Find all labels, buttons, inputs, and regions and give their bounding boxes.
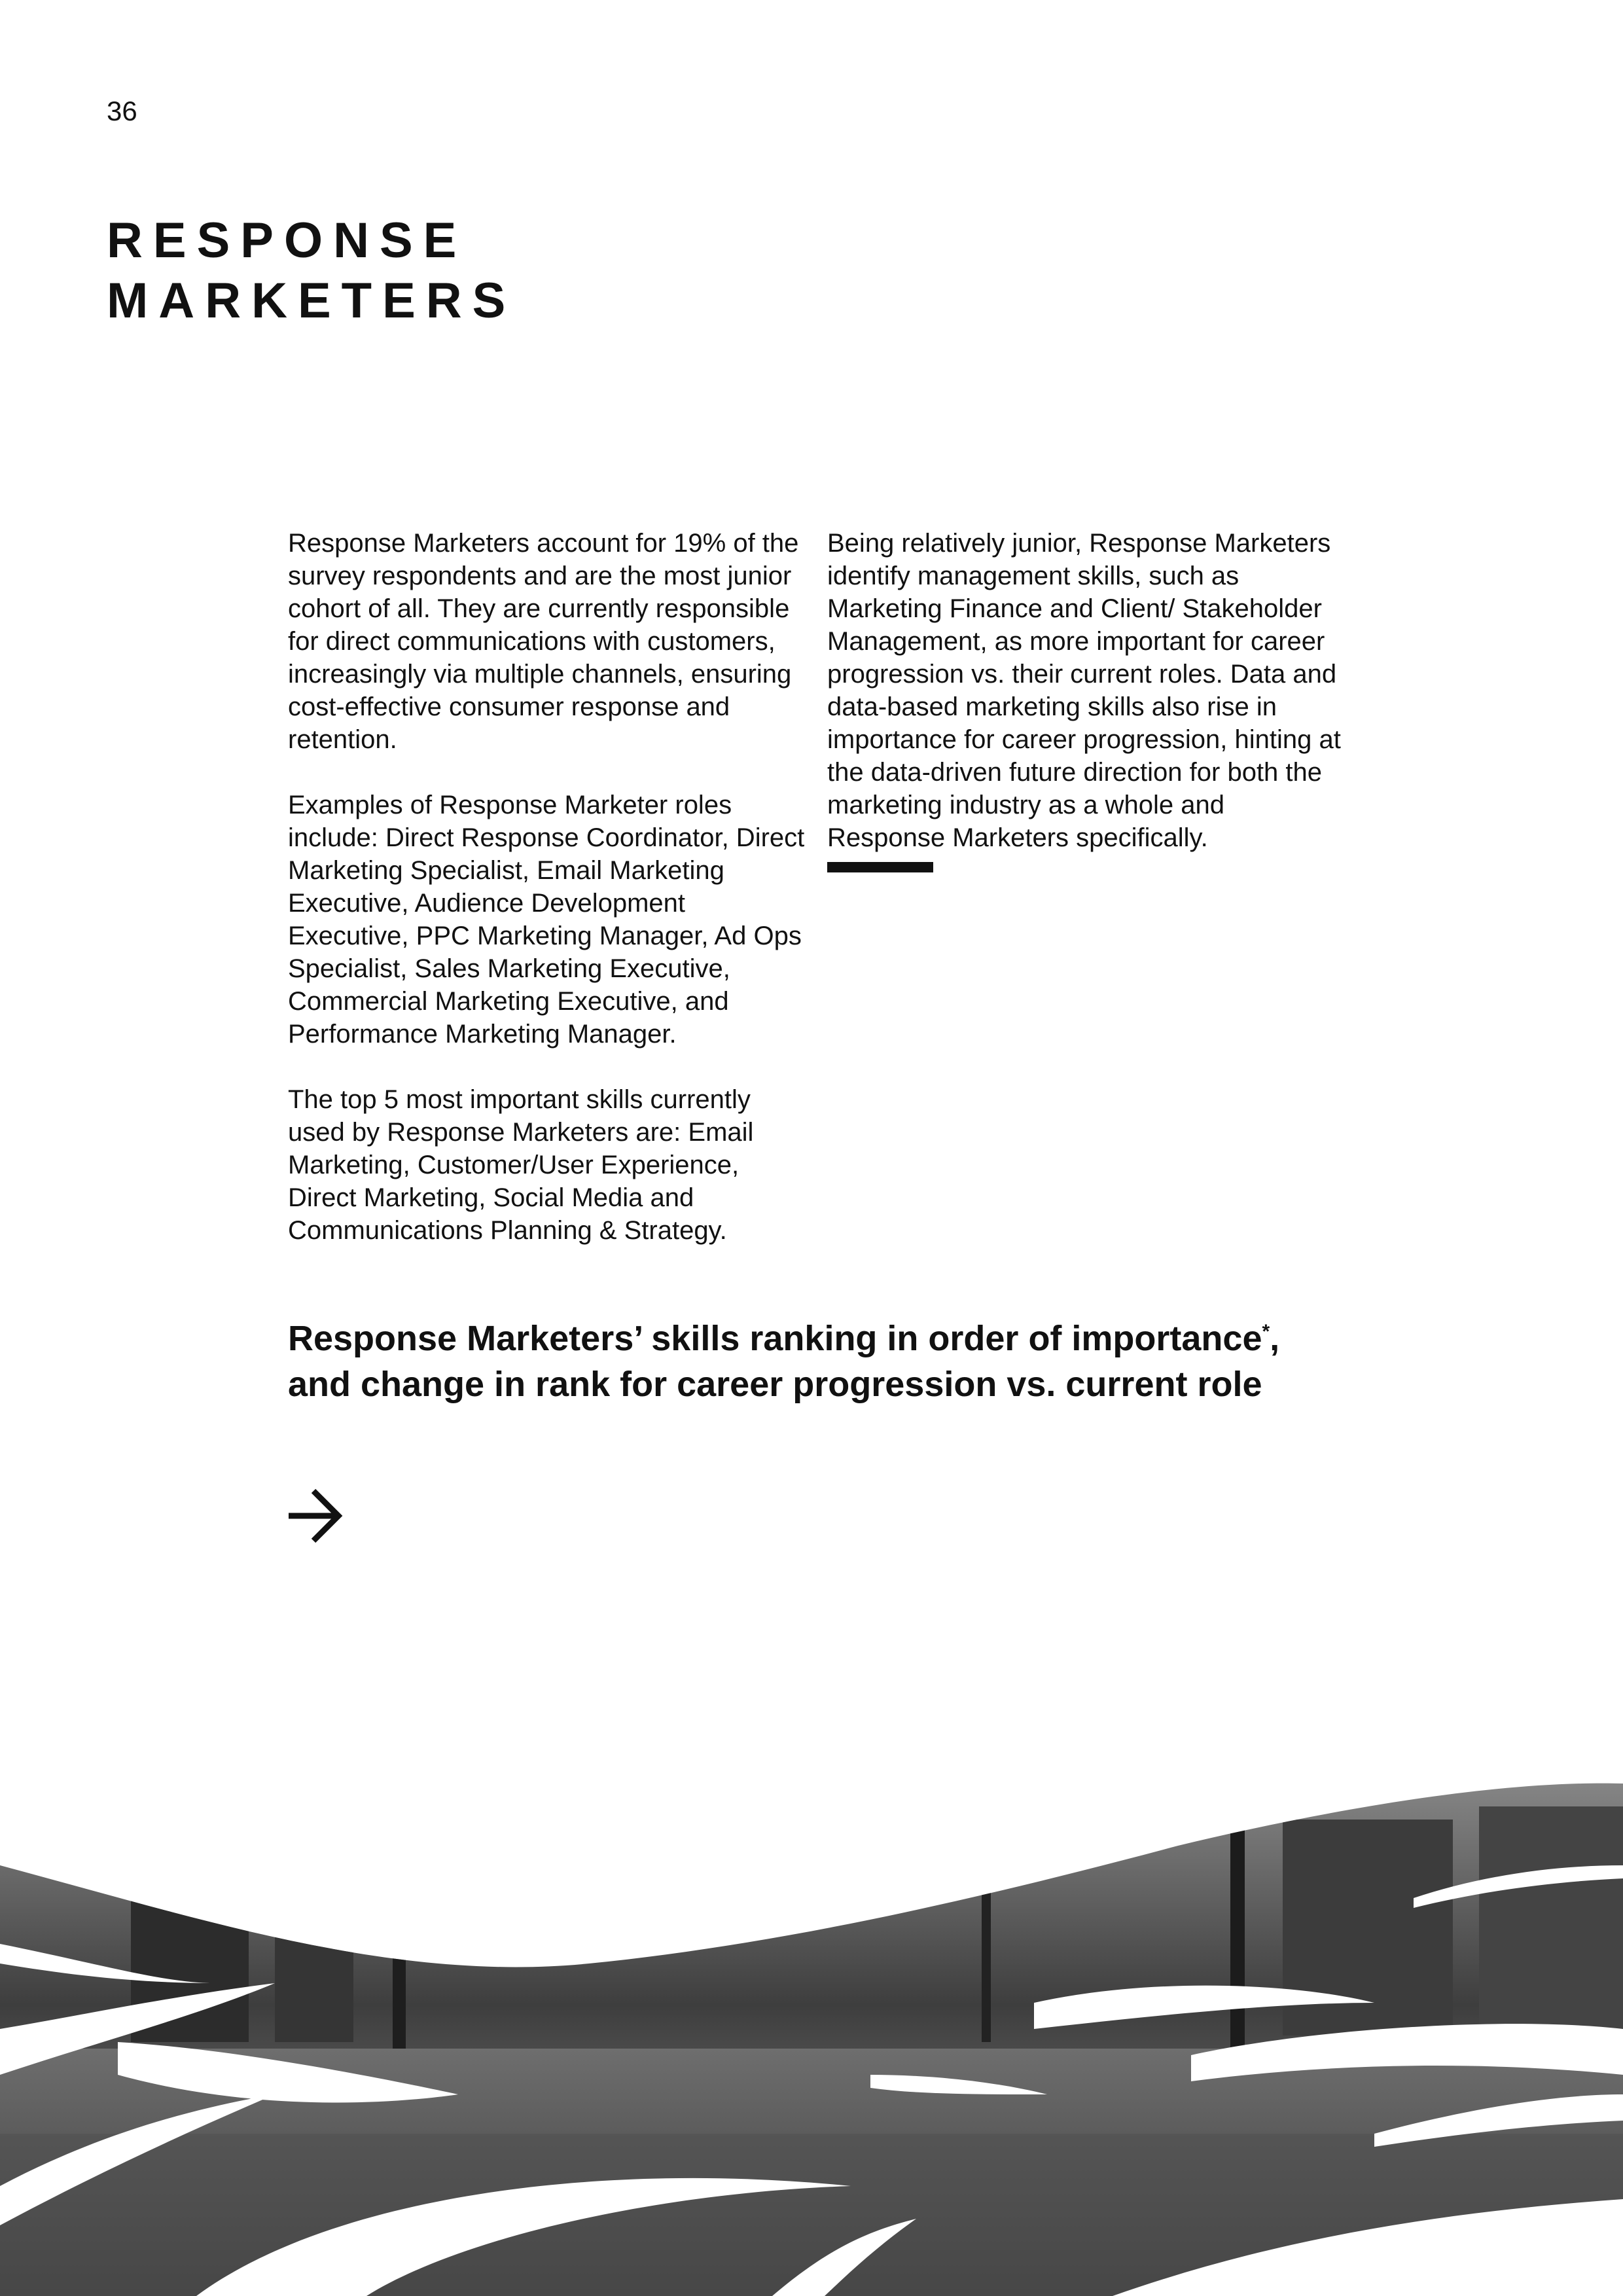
section-title-line-2: MARKETERS — [107, 273, 516, 329]
chart-intro-heading-part-2: , and change in rank for career progression vs. current role — [288, 1319, 1280, 1404]
section-divider-rule — [827, 862, 933, 872]
section-title — [107, 211, 516, 331]
left-column — [288, 527, 812, 1280]
chart-intro-heading — [288, 1316, 1283, 1407]
street-photo-wave-band — [0, 1767, 1623, 2296]
right-column — [827, 527, 1344, 872]
footnote-marker: * — [1262, 1321, 1270, 1342]
paragraph-cohort-overview: Response Marketers account for 19% of the survey respondents and are the most junior cohort of all. They are currently responsible for direct communications with customers, increasingly via multiple channels, ensuring cost-effective consumer response and retention. — [288, 529, 799, 754]
page-number: 36 — [107, 96, 137, 126]
paragraph-role-examples: Examples of Response Marketer roles include: Direct Response Coordinator, Direct Marketing Specialist, Email Marketing Executive, Audience Development Executive, PPC Marketing Manager, Ad Ops Specialist, Sales Marketing Executive, Commercial Marketing Executive, and Performance Marketing Manager. — [288, 791, 805, 1049]
paragraph-career-progression: Being relatively junior, Response Marketers identify management skills, such as Marketing Finance and Client/ Stakeholder Management, as more important for career progression vs. their current roles. Data and data-based marketing skills also rise in importance for career progression, hinting at the data-driven future direction for both the marketing industry as a whole and Response Marketers specifically. — [827, 529, 1341, 852]
section-title-line-1: RESPONSE — [107, 213, 467, 268]
paragraph-top-skills: The top 5 most important skills currently used by Response Marketers are: Email Marketing, Customer/User Experience, Direct Marketing, Social Media and Communications Planning & Strategy. — [288, 1085, 754, 1245]
arrow-right-icon[interactable] — [286, 1487, 344, 1545]
chart-intro-heading-part-1: Response Marketers’ skills ranking in order of importance — [288, 1319, 1262, 1358]
